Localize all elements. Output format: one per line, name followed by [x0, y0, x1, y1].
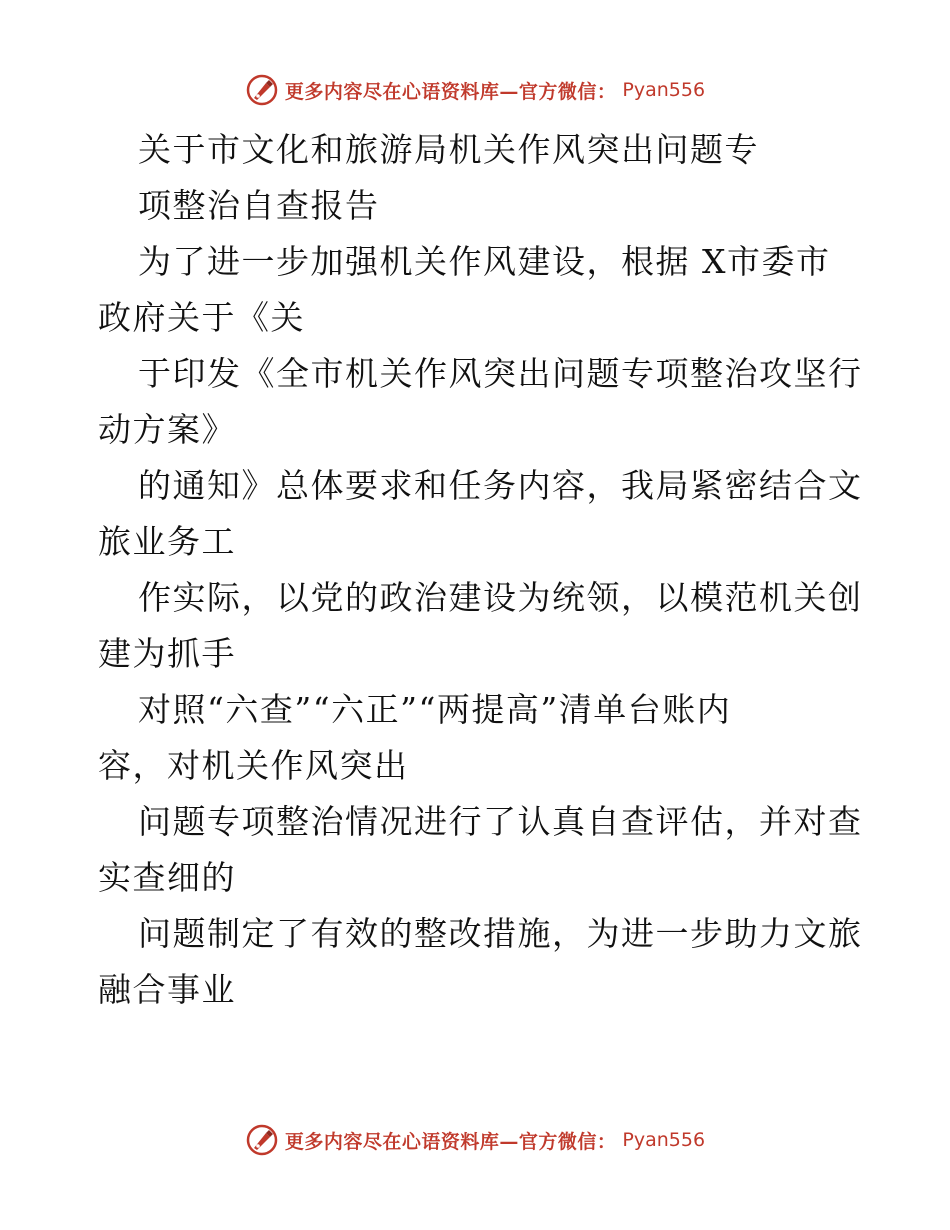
footer-watermark: [0, 1120, 950, 1160]
document-line: 对照“六查”“六正”“两提高”清单台账内: [138, 690, 732, 729]
document-line: 融合事业: [98, 970, 236, 1009]
watermark-text: 更多内容尽在心语资料库—官方微信：: [284, 80, 617, 103]
pen-nib-logo-icon: [245, 73, 279, 107]
document-line: 旅业务工: [98, 522, 236, 561]
document-line: 容，对机关作风突出: [98, 746, 409, 785]
document-line: 问题制定了有效的整改措施，为进一步助力文旅: [138, 914, 863, 953]
document-line: 问题专项整治情况进行了认真自查评估，并对查: [138, 802, 863, 841]
watermark-account: Pyan556: [622, 79, 706, 101]
document-line: 动方案》: [98, 410, 236, 449]
document-line: 实查细的: [98, 858, 236, 897]
document-line: 关于市文化和旅游局机关作风突出问题专: [138, 130, 759, 169]
document-body: [98, 122, 863, 1018]
document-line: 作实际，以党的政治建设为统领，以模范机关创: [138, 578, 863, 617]
header-watermark: [0, 70, 950, 110]
document-line: 项整治自查报告: [138, 186, 380, 225]
document-line: 建为抓手: [98, 634, 236, 673]
document-line: 于印发《全市机关作风突出问题专项整治攻坚行: [138, 354, 863, 393]
pen-nib-logo-icon: [245, 1123, 279, 1157]
document-line: 政府关于《关: [98, 298, 305, 337]
document-line: 为了进一步加强机关作风建设，根据 X市委市: [138, 242, 831, 281]
watermark-text: 更多内容尽在心语资料库—官方微信：: [284, 1130, 617, 1153]
watermark-account: Pyan556: [622, 1129, 706, 1151]
document-line: 的通知》总体要求和任务内容，我局紧密结合文: [138, 466, 863, 505]
